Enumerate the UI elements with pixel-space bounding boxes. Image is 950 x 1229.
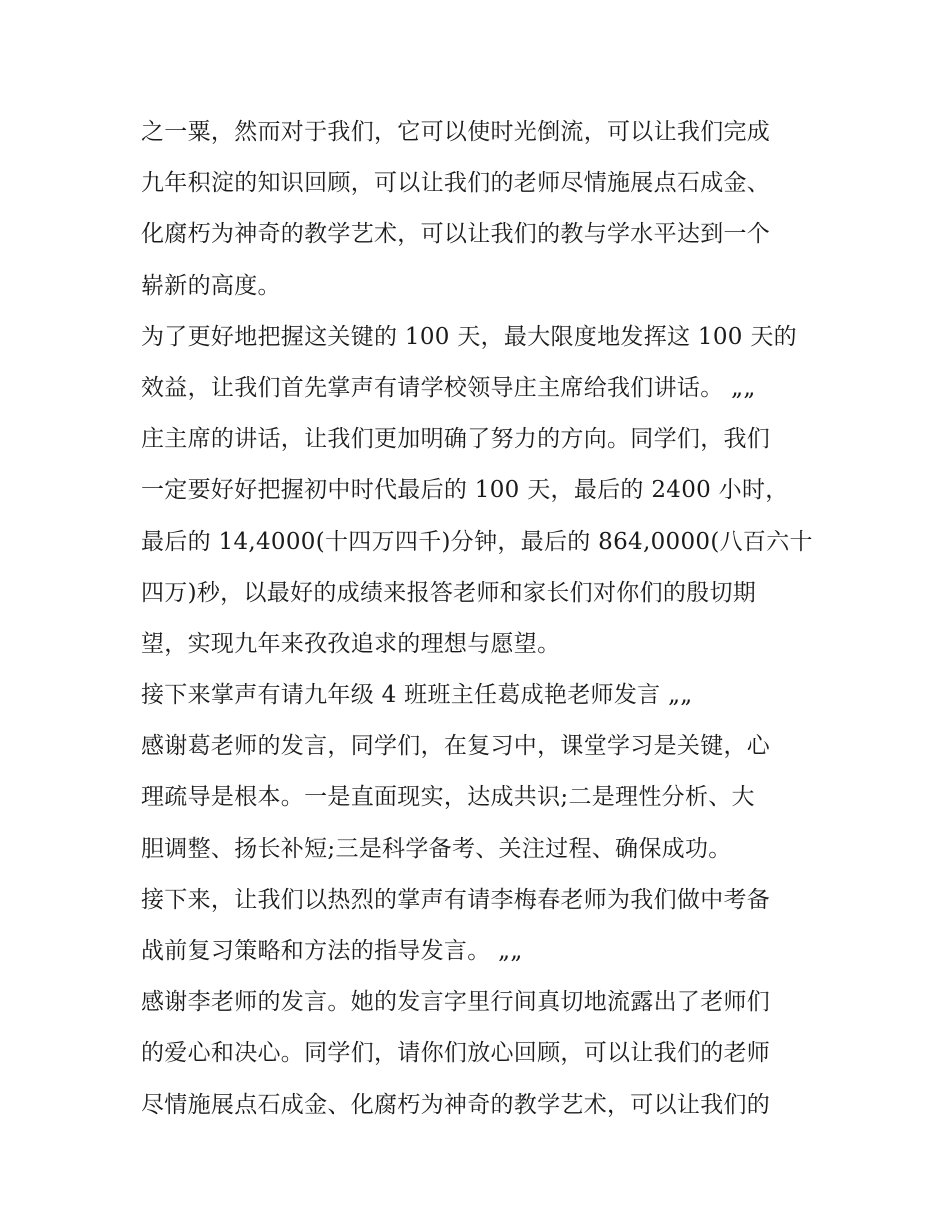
text-line: 为了更好地把握这关键的 100 天，最大限度地发挥这 100 天的 [141, 323, 797, 350]
text-line: 感谢葛老师的发言，同学们，在复习中，课堂学习是关键，心 [141, 733, 771, 760]
text-line: 一定要好好把握初中时代最后的 100 天，最后的 2400 小时， [141, 477, 789, 504]
text-line: 感谢李老师的发言。她的发言字里行间真切地流露出了老师们 [141, 989, 771, 1016]
document-body [141, 107, 831, 1131]
text-line: 战前复习策略和方法的指导发言。 „„ [141, 938, 523, 964]
text-line: 之一粟，然而对于我们，它可以使时光倒流，可以让我们完成 [141, 119, 771, 145]
text-line: 最后的 14,4000(十四万四千)分钟，最后的 864,0000(八百六十 [141, 528, 813, 555]
text-line: 接下来掌声有请九年级 4 班班主任葛成艳老师发言 „„ [141, 682, 693, 709]
text-line: 理疏导是根本。一是直面现实，达成共识;二是理性分析、大 [141, 784, 755, 811]
text-line: 化腐朽为神奇的教学艺术，可以让我们的教与学水平达到一个 [141, 221, 771, 248]
text-line: 尽情施展点石成金、化腐朽为神奇的教学艺术，可以让我们的 [141, 1091, 771, 1118]
text-line: 四万)秒，以最好的成绩来报答老师和家长们对你们的殷切期 [141, 579, 757, 606]
text-line: 庄主席的讲话，让我们更加明确了努力的方向。同学们，我们 [141, 426, 771, 453]
text-line: 效益，让我们首先掌声有请学校领导庄主席给我们讲话。 „„ [141, 374, 756, 401]
text-line: 崭新的高度。 [141, 272, 281, 299]
text-line: 九年积淀的知识回顾，可以让我们的老师尽情施展点石成金、 [141, 170, 771, 197]
text-line: 望，实现九年来孜孜追求的理想与愿望。 [141, 630, 561, 657]
text-line: 胆调整、扬长补短;三是科学备考、关注过程、确保成功。 [141, 835, 732, 862]
text-line: 接下来，让我们以热烈的掌声有请李梅春老师为我们做中考备 [141, 886, 771, 913]
text-line: 的爱心和决心。同学们，请你们放心回顾，可以让我们的老师 [141, 1040, 771, 1067]
